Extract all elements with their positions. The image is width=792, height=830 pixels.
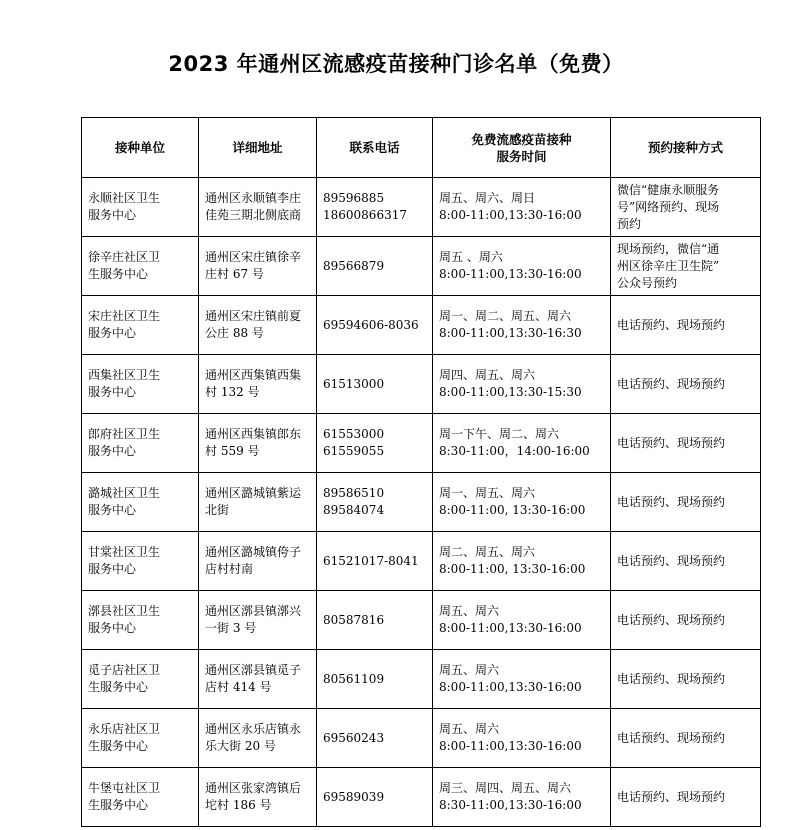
cell-line: 佳苑三期北侧底商 [205, 208, 302, 222]
cell-line: 8:00-11:00,13:30-16:00 [439, 739, 582, 753]
cell-line: 电话预约、现场预约 [617, 730, 726, 745]
cell-line: 8:00-11:00, 13:30-16:00 [439, 562, 586, 576]
cell-line: 联系电话 [349, 140, 400, 155]
cell-line: 80561109 [323, 671, 385, 686]
cell-phone [317, 178, 433, 237]
cell-line: 周一、周五、周六 [439, 486, 536, 500]
cell-line: 服务中心 [88, 503, 137, 517]
cell-booking-method [611, 591, 761, 650]
cell-booking-method [611, 178, 761, 237]
cell-line: 现场预约，微信“通 [617, 241, 720, 256]
clinic-table [81, 117, 761, 827]
cell-unit [82, 296, 199, 355]
cell-address [199, 650, 317, 709]
table-row [82, 414, 761, 473]
cell-line: 电话预约、现场预约 [617, 671, 726, 686]
cell-line: 通州区西集镇郎东 [205, 427, 302, 441]
column-header-address [199, 118, 317, 178]
table-row [82, 296, 761, 355]
cell-address [199, 296, 317, 355]
cell-service-time [433, 296, 611, 355]
cell-line: 牛堡屯社区卫 [88, 781, 161, 795]
cell-phone [317, 709, 433, 768]
cell-line: 永顺社区卫生 [88, 191, 161, 205]
cell-address [199, 591, 317, 650]
cell-line: 服务中心 [88, 562, 137, 576]
cell-phone [317, 296, 433, 355]
cell-line: 周一下午、周二、周六 [439, 427, 560, 441]
cell-line: 8:00-11:00,13:30-16:30 [439, 326, 582, 340]
cell-line: 周三、周四、周五、周六 [439, 781, 572, 795]
cell-phone [317, 768, 433, 827]
cell-phone [317, 650, 433, 709]
cell-line: 漷县社区卫生 [88, 604, 161, 618]
cell-service-time [433, 591, 611, 650]
cell-address [199, 768, 317, 827]
cell-service-time [433, 237, 611, 296]
cell-line: 预约 [617, 216, 642, 231]
table-row [82, 709, 761, 768]
cell-unit [82, 178, 199, 237]
cell-line: 通州区漷县镇漷兴 [205, 604, 302, 618]
cell-line: 电话预约、现场预约 [617, 435, 726, 450]
cell-address [199, 473, 317, 532]
column-header-service-time [433, 118, 611, 178]
table-row [82, 473, 761, 532]
cell-line: 8:00-11:00,13:30-15:30 [439, 385, 582, 399]
cell-unit [82, 473, 199, 532]
cell-line: 郎府社区卫生 [88, 427, 161, 441]
cell-unit [82, 650, 199, 709]
cell-line: 8:00-11:00,13:30-16:00 [439, 208, 582, 222]
cell-booking-method [611, 473, 761, 532]
cell-line: 微信“健康永顺服务 [617, 182, 720, 197]
cell-service-time [433, 355, 611, 414]
cell-line: 8:30-11:00,13:30-16:00 [439, 798, 582, 812]
cell-phone [317, 591, 433, 650]
cell-phone [317, 473, 433, 532]
cell-line: 8:00-11:00, 13:30-16:00 [439, 503, 586, 517]
cell-line: 89596885 [323, 191, 385, 205]
cell-service-time [433, 178, 611, 237]
table-row [82, 237, 761, 296]
cell-unit [82, 355, 199, 414]
cell-phone [317, 237, 433, 296]
cell-line: 周五、周六 [439, 722, 500, 736]
table-row [82, 355, 761, 414]
table-row [82, 591, 761, 650]
cell-line: 电话预约、现场预约 [617, 494, 726, 509]
cell-phone [317, 414, 433, 473]
cell-line: 服务中心 [88, 621, 137, 635]
cell-unit [82, 709, 199, 768]
cell-unit [82, 768, 199, 827]
cell-line: 周一、周二、周五、周六 [439, 309, 572, 323]
cell-line: 周五、周六 [439, 663, 500, 677]
cell-line: 通州区潞城镇侉子 [205, 545, 302, 559]
cell-booking-method [611, 532, 761, 591]
cell-address [199, 414, 317, 473]
cell-line: 61559055 [323, 444, 385, 458]
cell-line: 公众号预约 [617, 275, 678, 290]
cell-booking-method [611, 650, 761, 709]
cell-line: 61553000 [323, 427, 385, 441]
cell-address [199, 709, 317, 768]
cell-line: 接种单位 [114, 140, 165, 155]
cell-line: 周五 、周六 [439, 250, 503, 264]
cell-address [199, 237, 317, 296]
table-row [82, 650, 761, 709]
cell-line: 生服务中心 [88, 680, 149, 694]
column-header-booking-method [611, 118, 761, 178]
cell-line: 北街 [205, 503, 230, 517]
cell-unit [82, 532, 199, 591]
cell-line: 8:00-11:00,13:30-16:00 [439, 267, 582, 281]
cell-line: 周五、周六 [439, 604, 500, 618]
cell-line: 电话预约、现场预约 [617, 789, 726, 804]
cell-line: 8:00-11:00,13:30-16:00 [439, 621, 582, 635]
cell-line: 通州区永乐店镇永 [205, 722, 302, 736]
cell-line: 89584074 [323, 503, 385, 517]
cell-line: 61521017-8041 [323, 553, 419, 568]
cell-line: 一街 3 号 [205, 621, 257, 635]
cell-line: 服务中心 [88, 385, 137, 399]
cell-phone [317, 355, 433, 414]
table-row [82, 532, 761, 591]
cell-line: 庄村 67 号 [205, 267, 264, 281]
column-header-phone [317, 118, 433, 178]
cell-service-time [433, 650, 611, 709]
cell-unit [82, 591, 199, 650]
cell-line: 通州区张家湾镇后 [205, 781, 302, 795]
cell-service-time [433, 768, 611, 827]
cell-line: 61513000 [323, 376, 385, 391]
cell-line: 通州区永顺镇李庄 [205, 191, 302, 205]
cell-line: 周二、周五、周六 [439, 545, 536, 559]
cell-line: 乐大街 20 号 [205, 739, 276, 753]
cell-line: 8:30-11:00，14:00-16:00 [439, 444, 590, 458]
cell-booking-method [611, 709, 761, 768]
cell-line: 周四、周五、周六 [439, 368, 536, 382]
cell-line: 周五、周六、周日 [439, 191, 536, 205]
cell-line: 通州区宋庄镇前夏 [205, 309, 302, 323]
cell-booking-method [611, 768, 761, 827]
cell-line: 甘棠社区卫生 [88, 545, 161, 559]
table-header-row [82, 118, 761, 178]
cell-line: 8:00-11:00,13:30-16:00 [439, 680, 582, 694]
cell-line: 生服务中心 [88, 739, 149, 753]
cell-line: 潞城社区卫生 [88, 486, 161, 500]
cell-line: 宋庄社区卫生 [88, 309, 161, 323]
cell-line: 坨村 186 号 [205, 798, 272, 812]
cell-service-time [433, 473, 611, 532]
table-row [82, 178, 761, 237]
cell-line: 69560243 [323, 730, 385, 745]
cell-service-time [433, 532, 611, 591]
cell-address [199, 178, 317, 237]
cell-line: 电话预约、现场预约 [617, 612, 726, 627]
cell-line: 服务中心 [88, 326, 137, 340]
cell-line: 通州区西集镇西集 [205, 368, 302, 382]
cell-line: 电话预约、现场预约 [617, 317, 726, 332]
cell-line: 州区徐辛庄卫生院” [617, 258, 720, 273]
cell-line: 69589039 [323, 789, 385, 804]
cell-line: 徐辛庄社区卫 [88, 250, 161, 264]
table-body [82, 178, 761, 827]
cell-booking-method [611, 355, 761, 414]
column-header-unit [82, 118, 199, 178]
cell-line: 服务中心 [88, 208, 137, 222]
cell-line: 详细地址 [232, 140, 283, 155]
cell-line: 69594606-8036 [323, 317, 419, 332]
cell-line: 电话预约、现场预约 [617, 376, 726, 391]
cell-booking-method [611, 414, 761, 473]
cell-unit [82, 237, 199, 296]
cell-line: 觅子店社区卫 [88, 663, 161, 677]
cell-booking-method [611, 237, 761, 296]
cell-service-time [433, 709, 611, 768]
cell-line: 西集社区卫生 [88, 368, 161, 382]
cell-line: 永乐店社区卫 [88, 722, 161, 736]
cell-address [199, 532, 317, 591]
cell-phone [317, 532, 433, 591]
page-title: 2023 年通州区流感疫苗接种门诊名单（免费） [168, 52, 624, 76]
cell-line: 通州区漷县镇觅子 [205, 663, 302, 677]
cell-booking-method [611, 296, 761, 355]
cell-line: 生服务中心 [88, 798, 149, 812]
cell-address [199, 355, 317, 414]
cell-service-time [433, 414, 611, 473]
cell-line: 通州区宋庄镇徐辛 [205, 250, 302, 264]
cell-line: 18600866317 [323, 208, 407, 222]
cell-line: 免费流感疫苗接种 [471, 131, 572, 147]
cell-line: 89566879 [323, 258, 385, 273]
cell-line: 店村 414 号 [205, 680, 272, 694]
cell-line: 80587816 [323, 612, 385, 627]
cell-unit [82, 414, 199, 473]
cell-line: 生服务中心 [88, 267, 149, 281]
cell-line: 服务中心 [88, 444, 137, 458]
cell-line: 村 132 号 [205, 385, 260, 399]
cell-line: 公庄 88 号 [205, 326, 264, 340]
cell-line: 村 559 号 [205, 444, 260, 458]
cell-line: 号”网络预约、现场 [617, 199, 720, 214]
cell-line: 预约接种方式 [647, 140, 723, 155]
cell-line: 通州区潞城镇紫运 [205, 486, 302, 500]
cell-line: 89586510 [323, 486, 385, 500]
table-row [82, 768, 761, 827]
cell-line: 服务时间 [496, 148, 547, 164]
cell-line: 店村村南 [205, 562, 254, 576]
cell-line: 电话预约、现场预约 [617, 553, 726, 568]
